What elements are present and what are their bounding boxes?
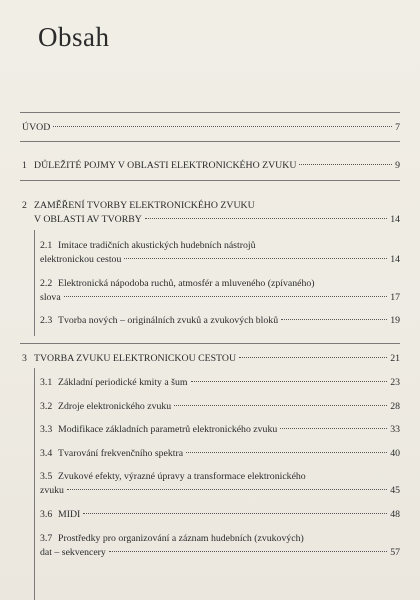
toc-entry-page: 19 xyxy=(390,315,400,326)
leader-dots xyxy=(239,357,387,358)
toc-entry-number: 3.2 xyxy=(40,401,53,412)
leader-dots xyxy=(186,452,387,453)
toc-entry-title: V OBLASTI AV TVORBY xyxy=(34,214,142,225)
toc-entry-title-line1: ZAMĚŘENÍ TVORBY ELEKTRONICKÉHO ZVUKU xyxy=(34,200,255,211)
toc-entry-title: Tvarování frekvenčního spektra xyxy=(58,448,184,459)
toc-entry[interactable] xyxy=(40,277,400,305)
toc-entry-number: 3.5 xyxy=(40,471,53,482)
toc-entry-title: Zdroje elektronického zvuku xyxy=(58,401,172,412)
toc-entry-title: dat – sekvencery xyxy=(40,547,106,558)
leader-dots xyxy=(299,164,392,165)
toc-entry-title-line1: Prostředky pro organizování a záznam hudebních (zvukových) xyxy=(58,533,304,544)
toc-entry-number: 2.3 xyxy=(40,315,53,326)
toc-entry-title: zvuku xyxy=(40,485,64,496)
toc-entry[interactable] xyxy=(40,447,400,461)
toc-entry-page: 57 xyxy=(390,547,400,558)
toc-entry-title-line1: Imitace tradičních akustických hudebních nástrojů xyxy=(58,240,256,251)
toc-entry-page: 17 xyxy=(390,292,400,303)
toc-entry[interactable] xyxy=(40,532,400,560)
toc-entry-page: 14 xyxy=(390,254,400,265)
section-bar xyxy=(34,368,35,600)
toc-entry-page: 7 xyxy=(395,122,400,133)
toc-entry[interactable] xyxy=(40,376,400,390)
toc-entry-page: 9 xyxy=(395,160,400,171)
divider xyxy=(20,141,400,142)
toc-entry-number: 3.4 xyxy=(40,448,53,459)
toc-entry-page: 14 xyxy=(390,214,400,225)
leader-dots xyxy=(281,319,387,320)
toc-entry-number: 2.1 xyxy=(40,240,53,251)
leader-dots xyxy=(109,551,387,552)
page-title: Obsah xyxy=(38,22,110,52)
toc-entry-title: Základní periodické kmity a šum xyxy=(58,377,188,388)
toc-entry-page: 45 xyxy=(390,485,400,496)
divider xyxy=(20,343,400,344)
toc-entry-title: Modifikace základních parametrů elektronického zvuku xyxy=(58,424,278,435)
toc-entry-title-line1: Elektronická nápodoba ruchů, atmosfér a mluveného (zpívaného) xyxy=(58,278,315,289)
leader-dots xyxy=(174,405,387,406)
divider xyxy=(20,112,400,113)
toc-entry-number: 3.7 xyxy=(40,533,53,544)
toc-entry[interactable] xyxy=(40,239,400,267)
toc-entry-page: 48 xyxy=(390,509,400,520)
leader-dots xyxy=(83,513,387,514)
toc-entry-number: 3 xyxy=(22,353,27,364)
toc-entry-title: slova xyxy=(40,292,61,303)
toc-entry[interactable] xyxy=(22,159,400,173)
divider xyxy=(20,180,400,181)
toc-entry-number: 3.6 xyxy=(40,509,53,520)
section-bar xyxy=(34,230,35,336)
toc-entry-title: ÚVOD xyxy=(22,122,51,133)
toc-entry[interactable] xyxy=(22,199,400,227)
toc-entry-title: TVORBA ZVUKU ELEKTRONICKOU CESTOU xyxy=(34,353,237,364)
toc-entry[interactable] xyxy=(40,423,400,437)
toc-entry-page: 28 xyxy=(390,401,400,412)
toc-entry-title-line1: Zvukové efekty, výrazné úpravy a transformace elektronického xyxy=(58,471,306,482)
toc-entry-page: 21 xyxy=(390,353,400,364)
leader-dots xyxy=(53,126,392,127)
toc-entry-number: 3.3 xyxy=(40,424,53,435)
toc-entry-title: MIDI xyxy=(58,509,81,520)
leader-dots xyxy=(280,428,387,429)
leader-dots xyxy=(191,381,388,382)
toc-entry[interactable] xyxy=(22,352,400,366)
toc-entry-number: 3.1 xyxy=(40,377,53,388)
toc-entry-title: elektronickou cestou xyxy=(40,254,122,265)
toc-entry-number: 2.2 xyxy=(40,278,53,289)
toc-entry-page: 33 xyxy=(390,424,400,435)
toc-entry[interactable] xyxy=(22,121,400,135)
leader-dots xyxy=(64,296,388,297)
toc-entry-title: DŮLEŽITÉ POJMY V OBLASTI ELEKTRONICKÉHO ZVUKU xyxy=(34,160,297,171)
toc-entry[interactable] xyxy=(40,470,400,498)
toc-entry-title: Tvorba nových – originálních zvuků a zvukových bloků xyxy=(58,315,279,326)
leader-dots xyxy=(67,489,387,490)
toc-entry[interactable] xyxy=(40,314,400,328)
toc-entry-number: 1 xyxy=(22,160,27,171)
toc-entry-number: 2 xyxy=(22,200,27,211)
leader-dots xyxy=(145,218,387,219)
leader-dots xyxy=(124,258,387,259)
toc-entry-page: 40 xyxy=(390,448,400,459)
toc-entry-page: 23 xyxy=(390,377,400,388)
toc-entry[interactable] xyxy=(40,508,400,522)
toc-entry[interactable] xyxy=(40,400,400,414)
